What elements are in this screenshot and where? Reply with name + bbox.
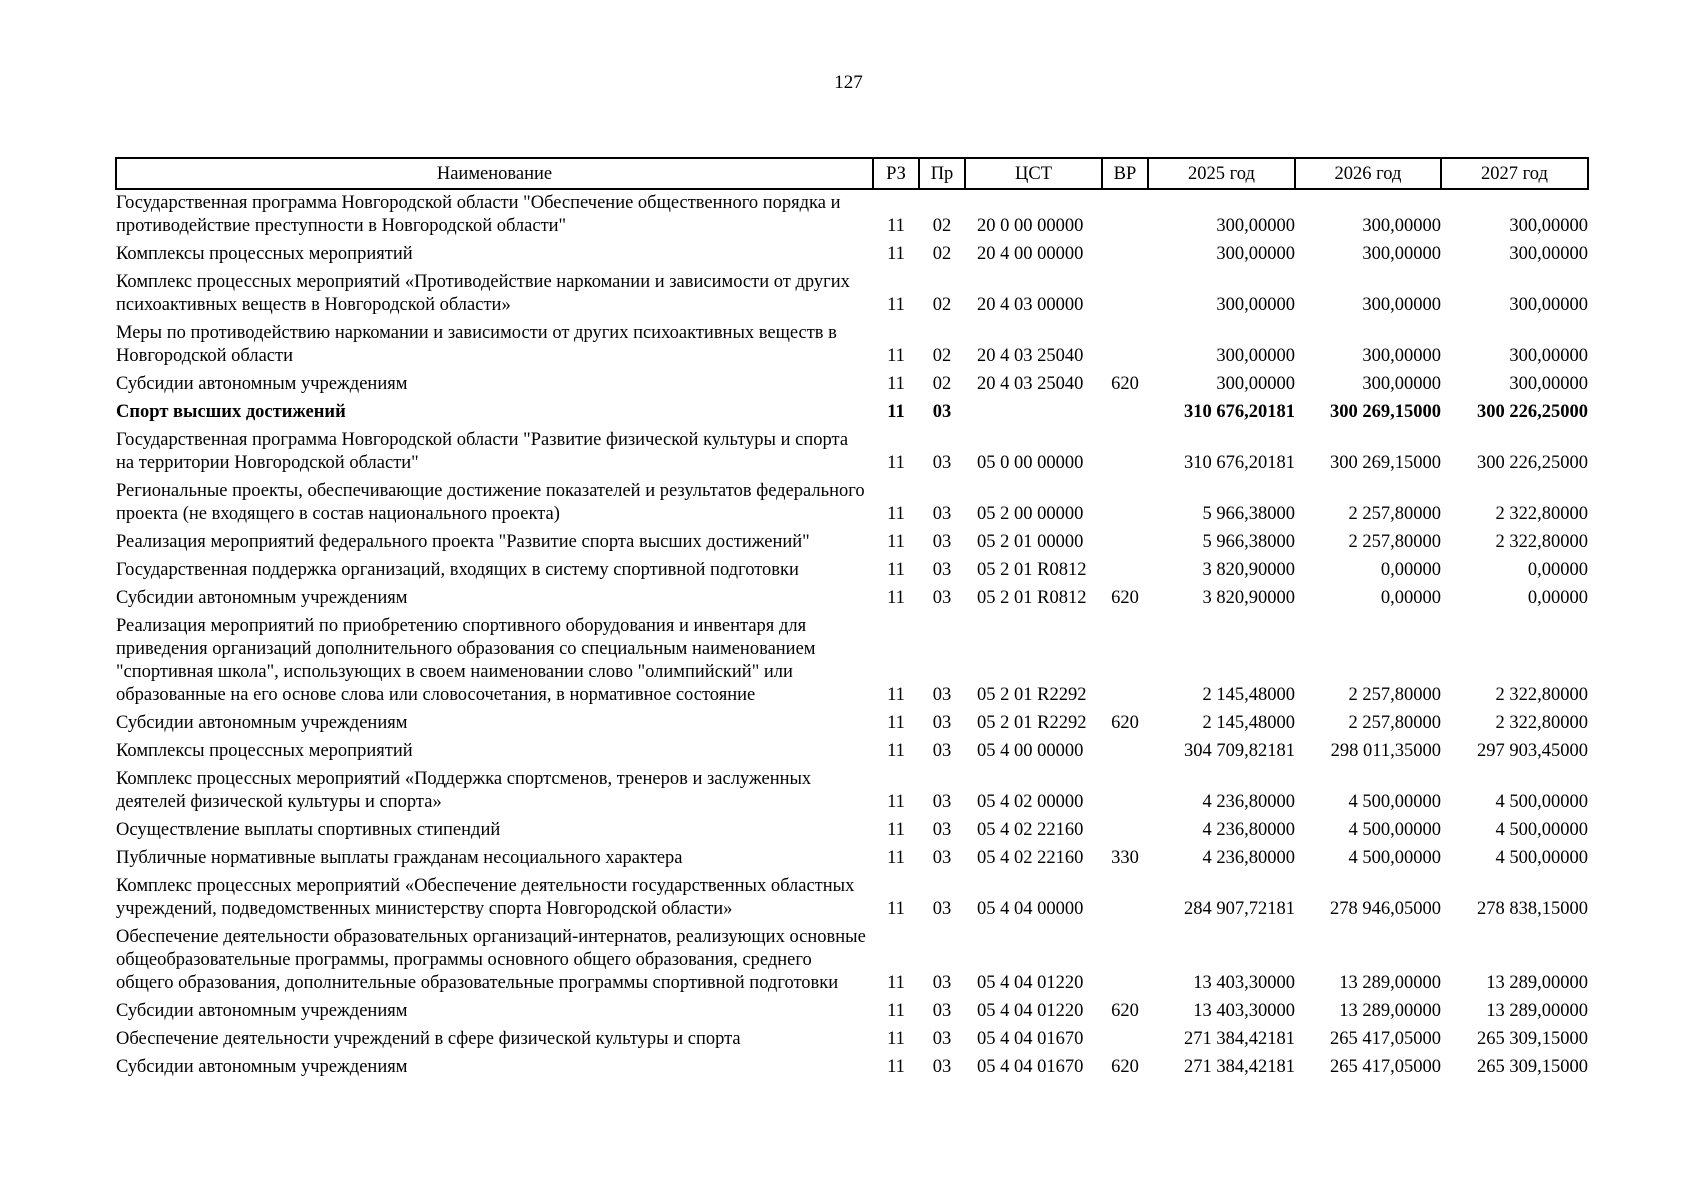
row-value-2025: 300,00000: [1216, 346, 1295, 366]
row-pr: 03: [932, 453, 952, 473]
row-value-2026: 2 257,80000: [1348, 504, 1441, 524]
table-row: [116, 189, 1588, 241]
row-name: Субсидии автономным учреждениям: [116, 1057, 408, 1077]
row-cst: 05 4 04 00000: [977, 899, 1084, 919]
row-cst: 05 2 01 R2292: [977, 713, 1087, 733]
row-pr: 03: [932, 741, 952, 761]
row-pr: 03: [932, 560, 952, 580]
row-value-2025: 310 676,20181: [1184, 402, 1295, 422]
table-row: [116, 613, 1588, 710]
row-rz: 11: [887, 504, 905, 524]
row-cst: 05 2 01 R0812: [977, 560, 1087, 580]
row-name: Государственная программа Новгородской области "Обеспечение общественного порядка и противодействие преступности в Новгородской области": [116, 193, 841, 236]
row-pr: 03: [932, 532, 952, 552]
row-value-2027: 13 289,00000: [1486, 973, 1588, 993]
row-vr: [1102, 241, 1148, 269]
row-rz: 11: [887, 295, 905, 315]
row-value-2025: 4 236,80000: [1202, 792, 1295, 812]
row-name: Обеспечение деятельности образовательных организаций-интернатов, реализующих основные общеобразовательные программы, программы основного общего образования, среднего общего образования, дополнительные образовательные программы спортивной подготовки: [116, 927, 866, 993]
row-value-2027: 300 226,25000: [1477, 453, 1588, 473]
row-name: Субсидии автономным учреждениям: [116, 588, 408, 608]
row-value-2027: 2 322,80000: [1495, 532, 1588, 552]
row-vr: 620: [1111, 1001, 1139, 1021]
row-pr: 02: [932, 346, 952, 366]
row-vr: [1102, 189, 1148, 241]
row-vr: 620: [1111, 1057, 1139, 1077]
header-cst: ЦСТ: [965, 158, 1102, 189]
row-value-2025: 5 966,38000: [1202, 504, 1295, 524]
row-value-2027: 0,00000: [1527, 560, 1588, 580]
row-value-2027: 4 500,00000: [1495, 848, 1588, 868]
row-value-2025: 2 145,48000: [1202, 685, 1295, 705]
table-body: [116, 189, 1588, 1082]
row-name: Реализация мероприятий федерального проекта "Развитие спорта высших достижений": [116, 532, 810, 552]
header-2027: 2027 год: [1441, 158, 1588, 189]
row-name: Комплексы процессных мероприятий: [116, 244, 413, 264]
row-pr: 02: [932, 295, 952, 315]
row-rz: 11: [887, 374, 905, 394]
row-cst: 05 2 01 R0812: [977, 588, 1087, 608]
header-pr: Пр: [919, 158, 965, 189]
row-pr: 03: [932, 1001, 952, 1021]
row-value-2027: 2 322,80000: [1495, 713, 1588, 733]
row-pr: 03: [932, 792, 952, 812]
row-value-2025: 13 403,30000: [1193, 1001, 1295, 1021]
table-row: [116, 529, 1588, 557]
row-cst: 05 4 04 01670: [977, 1029, 1084, 1049]
row-name: Публичные нормативные выплаты гражданам несоциального характера: [116, 848, 683, 868]
row-rz: 11: [887, 402, 905, 422]
row-name: Меры по противодействию наркомании и зависимости от других психоактивных веществ в Новгородской области: [116, 323, 837, 366]
row-value-2025: 3 820,90000: [1202, 588, 1295, 608]
row-cst: 05 4 02 22160: [977, 820, 1084, 840]
row-value-2025: 3 820,90000: [1202, 560, 1295, 580]
row-cst: 05 4 04 01670: [977, 1057, 1084, 1077]
row-value-2026: 300,00000: [1362, 374, 1441, 394]
row-cst: 05 2 01 R2292: [977, 685, 1087, 705]
table-row: [116, 241, 1588, 269]
row-pr: 02: [932, 216, 952, 236]
row-vr: [1102, 817, 1148, 845]
row-name: Региональные проекты, обеспечивающие достижение показателей и результатов федерального проекта (не входящего в состав национального проекта): [116, 481, 865, 524]
row-value-2026: 4 500,00000: [1348, 792, 1441, 812]
row-pr: 03: [932, 1057, 952, 1077]
row-pr: 03: [932, 402, 952, 422]
row-value-2027: 297 903,45000: [1477, 741, 1588, 761]
row-value-2026: 2 257,80000: [1348, 685, 1441, 705]
row-name: Государственная поддержка организаций, входящих в систему спортивной подготовки: [116, 560, 799, 580]
row-value-2025: 4 236,80000: [1202, 820, 1295, 840]
row-vr: 620: [1111, 374, 1139, 394]
row-vr: [1102, 557, 1148, 585]
row-name: Комплекс процессных мероприятий «Поддержка спортсменов, тренеров и заслуженных деятелей физической культуры и спорта»: [116, 769, 812, 812]
row-vr: [1102, 478, 1148, 529]
row-value-2027: 2 322,80000: [1495, 685, 1588, 705]
row-vr: [1102, 427, 1148, 478]
row-value-2027: 300,00000: [1509, 374, 1588, 394]
row-name: Комплекс процессных мероприятий «Обеспечение деятельности государственных областных учреждений, подведомственных министерству спорта Новгородской области»: [116, 876, 855, 919]
row-cst: 05 0 00 00000: [977, 453, 1084, 473]
row-cst: [965, 399, 1102, 427]
row-pr: 03: [932, 685, 952, 705]
table-row: [116, 371, 1588, 399]
row-value-2025: 5 966,38000: [1202, 532, 1295, 552]
row-value-2025: 284 907,72181: [1184, 899, 1295, 919]
row-value-2025: 300,00000: [1216, 374, 1295, 394]
table-row: [116, 478, 1588, 529]
row-cst: 05 4 02 22160: [977, 848, 1084, 868]
row-cst: 05 2 01 00000: [977, 532, 1084, 552]
row-value-2027: 13 289,00000: [1486, 1001, 1588, 1021]
row-cst: 20 4 03 00000: [977, 295, 1084, 315]
table-row: [116, 399, 1588, 427]
row-value-2026: 300,00000: [1362, 295, 1441, 315]
row-rz: 11: [887, 1057, 905, 1077]
row-value-2026: 265 417,05000: [1330, 1029, 1441, 1049]
row-value-2026: 278 946,05000: [1330, 899, 1441, 919]
row-rz: 11: [887, 1001, 905, 1021]
row-value-2027: 300,00000: [1509, 216, 1588, 236]
table-row: [116, 710, 1588, 738]
header-vr: ВР: [1102, 158, 1148, 189]
row-pr: 02: [932, 374, 952, 394]
page-number: 127: [834, 72, 863, 93]
row-rz: 11: [887, 532, 905, 552]
row-value-2026: 300,00000: [1362, 346, 1441, 366]
row-value-2025: 2 145,48000: [1202, 713, 1295, 733]
row-pr: 03: [932, 848, 952, 868]
table-header-row: [116, 158, 1588, 189]
row-pr: 02: [932, 244, 952, 264]
row-vr: [1102, 1026, 1148, 1054]
row-value-2026: 2 257,80000: [1348, 713, 1441, 733]
row-rz: 11: [887, 792, 905, 812]
row-name: Спорт высших достижений: [116, 402, 346, 422]
row-pr: 03: [932, 588, 952, 608]
table-row: [116, 1026, 1588, 1054]
table-row: [116, 427, 1588, 478]
row-value-2025: 300,00000: [1216, 295, 1295, 315]
row-value-2027: 300,00000: [1509, 295, 1588, 315]
table-row: [116, 320, 1588, 371]
row-rz: 11: [887, 346, 905, 366]
row-value-2026: 300,00000: [1362, 216, 1441, 236]
row-vr: [1102, 399, 1148, 427]
row-pr: 03: [932, 504, 952, 524]
row-value-2025: 13 403,30000: [1193, 973, 1295, 993]
row-value-2026: 2 257,80000: [1348, 532, 1441, 552]
row-pr: 03: [932, 1029, 952, 1049]
header-rz: РЗ: [873, 158, 919, 189]
row-vr: [1102, 924, 1148, 998]
row-rz: 11: [887, 1029, 905, 1049]
row-pr: 03: [932, 820, 952, 840]
row-cst: 05 2 00 00000: [977, 504, 1084, 524]
table-row: [116, 845, 1588, 873]
row-rz: 11: [887, 973, 905, 993]
row-rz: 11: [887, 685, 905, 705]
row-rz: 11: [887, 216, 905, 236]
row-vr: 620: [1111, 588, 1139, 608]
row-value-2027: 300,00000: [1509, 244, 1588, 264]
row-vr: [1102, 613, 1148, 710]
row-rz: 11: [887, 820, 905, 840]
row-rz: 11: [887, 453, 905, 473]
table-row: [116, 269, 1588, 320]
row-pr: 03: [932, 973, 952, 993]
table-row: [116, 585, 1588, 613]
row-value-2026: 13 289,00000: [1339, 1001, 1441, 1021]
row-name: Реализация мероприятий по приобретению спортивного оборудования и инвентаря для приведения организаций дополнительного образования со специальным наименованием "спортивная школа", использующих в своем наименовании слово "олимпийский" или образованные на его основе слова или словосочетания, в нормативное состояние: [116, 616, 816, 705]
row-value-2026: 13 289,00000: [1339, 973, 1441, 993]
row-name: Субсидии автономным учреждениям: [116, 713, 408, 733]
row-rz: 11: [887, 741, 905, 761]
row-value-2026: 4 500,00000: [1348, 848, 1441, 868]
row-rz: 11: [887, 244, 905, 264]
row-pr: 03: [932, 899, 952, 919]
row-value-2026: 298 011,35000: [1330, 741, 1441, 761]
row-value-2027: 265 309,15000: [1477, 1029, 1588, 1049]
row-cst: 20 4 03 25040: [977, 346, 1084, 366]
row-value-2026: 300 269,15000: [1330, 402, 1441, 422]
header-2025: 2025 год: [1148, 158, 1295, 189]
row-rz: 11: [887, 560, 905, 580]
row-vr: 330: [1111, 848, 1139, 868]
row-value-2026: 0,00000: [1380, 560, 1441, 580]
row-value-2027: 0,00000: [1527, 588, 1588, 608]
row-vr: [1102, 320, 1148, 371]
row-name: Обеспечение деятельности учреждений в сфере физической культуры и спорта: [116, 1029, 741, 1049]
row-vr: 620: [1111, 713, 1139, 733]
row-name: Субсидии автономным учреждениям: [116, 1001, 408, 1021]
row-value-2026: 4 500,00000: [1348, 820, 1441, 840]
row-value-2027: 300,00000: [1509, 346, 1588, 366]
header-name: Наименование: [116, 158, 873, 189]
row-value-2025: 310 676,20181: [1184, 453, 1295, 473]
row-rz: 11: [887, 848, 905, 868]
row-rz: 11: [887, 588, 905, 608]
budget-table: [115, 157, 1589, 1082]
row-value-2027: 300 226,25000: [1477, 402, 1588, 422]
row-vr: [1102, 738, 1148, 766]
row-cst: 05 4 04 01220: [977, 1001, 1084, 1021]
row-value-2025: 304 709,82181: [1184, 741, 1295, 761]
row-value-2027: 4 500,00000: [1495, 792, 1588, 812]
row-value-2025: 271 384,42181: [1184, 1029, 1295, 1049]
row-name: Комплексы процессных мероприятий: [116, 741, 413, 761]
table-row: [116, 873, 1588, 924]
row-cst: 20 4 00 00000: [977, 244, 1084, 264]
row-cst: 05 4 00 00000: [977, 741, 1084, 761]
row-value-2026: 300,00000: [1362, 244, 1441, 264]
row-value-2026: 0,00000: [1380, 588, 1441, 608]
table-row: [116, 817, 1588, 845]
row-vr: [1102, 873, 1148, 924]
table-row: [116, 1054, 1588, 1082]
row-value-2026: 265 417,05000: [1330, 1057, 1441, 1077]
row-pr: 03: [932, 713, 952, 733]
row-value-2025: 300,00000: [1216, 244, 1295, 264]
row-cst: 20 4 03 25040: [977, 374, 1084, 394]
row-value-2025: 4 236,80000: [1202, 848, 1295, 868]
row-name: Комплекс процессных мероприятий «Противодействие наркомании и зависимости от других психоактивных веществ в Новгородской области»: [116, 272, 850, 315]
row-name: Государственная программа Новгородской области "Развитие физической культуры и спорта на территории Новгородской области": [116, 430, 849, 473]
row-value-2025: 271 384,42181: [1184, 1057, 1295, 1077]
row-cst: 05 4 02 00000: [977, 792, 1084, 812]
row-value-2027: 265 309,15000: [1477, 1057, 1588, 1077]
table-row: [116, 998, 1588, 1026]
table-row: [116, 924, 1588, 998]
row-value-2027: 278 838,15000: [1477, 899, 1588, 919]
table-row: [116, 766, 1588, 817]
row-value-2025: 300,00000: [1216, 216, 1295, 236]
row-vr: [1102, 529, 1148, 557]
header-2026: 2026 год: [1295, 158, 1441, 189]
row-vr: [1102, 766, 1148, 817]
row-value-2027: 4 500,00000: [1495, 820, 1588, 840]
row-cst: 20 0 00 00000: [977, 216, 1084, 236]
row-name: Осуществление выплаты спортивных стипендий: [116, 820, 501, 840]
row-name: Субсидии автономным учреждениям: [116, 374, 408, 394]
row-rz: 11: [887, 899, 905, 919]
row-value-2027: 2 322,80000: [1495, 504, 1588, 524]
row-value-2026: 300 269,15000: [1330, 453, 1441, 473]
table-row: [116, 738, 1588, 766]
row-vr: [1102, 269, 1148, 320]
row-cst: 05 4 04 01220: [977, 973, 1084, 993]
table-row: [116, 557, 1588, 585]
row-rz: 11: [887, 713, 905, 733]
